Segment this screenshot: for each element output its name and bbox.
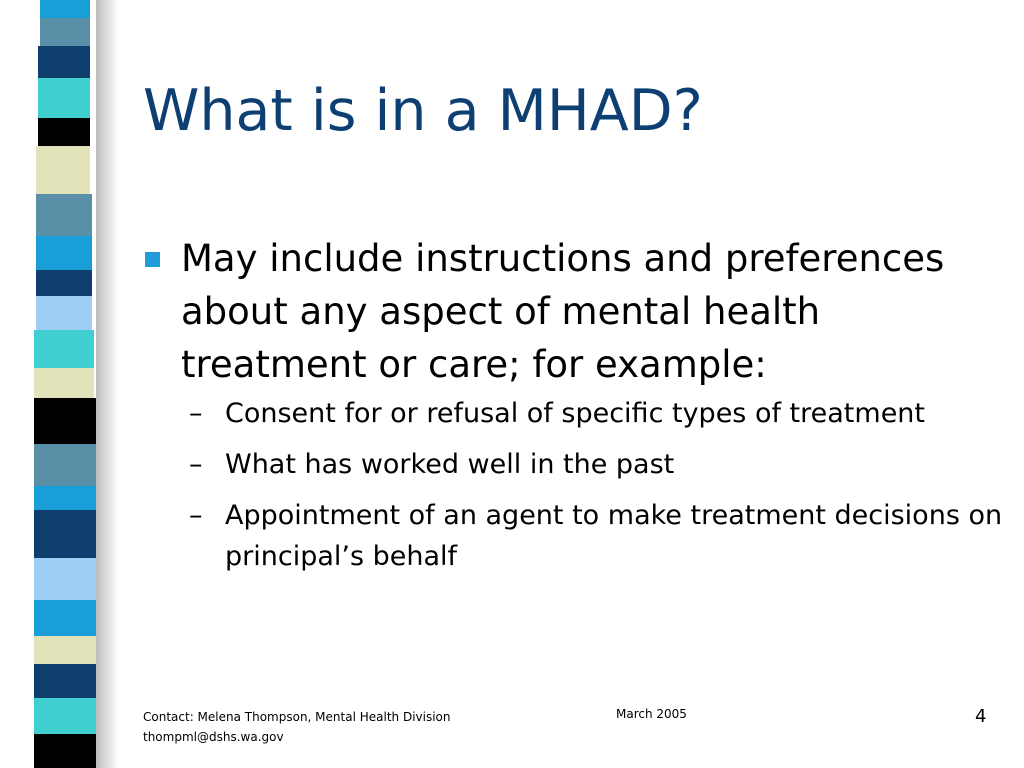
dash-bullet-icon: – <box>189 398 203 429</box>
sub-bullet-text: Consent for or refusal of specific types of treatment <box>225 398 926 429</box>
strip-block <box>36 236 92 270</box>
footer-date: March 2005 <box>616 707 687 721</box>
strip-block <box>36 296 92 330</box>
strip-block <box>34 510 96 558</box>
sub-bullet-text: Appointment of an agent to make treatment decisions on principal’s behalf <box>225 500 1003 572</box>
strip-block <box>38 118 90 146</box>
strip-block <box>34 734 96 768</box>
square-bullet-icon <box>145 252 160 267</box>
page-number: 4 <box>975 706 987 727</box>
sub-bullet <box>189 444 1003 485</box>
sub-bullet <box>189 495 1003 577</box>
strip-block <box>34 330 94 368</box>
strip-block <box>36 146 90 194</box>
slide-body <box>143 232 1003 587</box>
strip-block <box>38 46 90 78</box>
strip-block <box>34 698 96 734</box>
strip-block <box>34 636 96 664</box>
strip-block <box>36 194 92 236</box>
slide-title: What is in a MHAD? <box>143 78 703 144</box>
strip-block <box>40 18 90 46</box>
sub-bullet <box>189 393 1003 434</box>
strip-block <box>34 368 94 398</box>
strip-block <box>34 444 96 486</box>
strip-block <box>40 0 90 18</box>
footer-contact <box>143 707 451 747</box>
strip-block <box>34 486 96 510</box>
sub-bullet-text: What has worked well in the past <box>225 449 675 480</box>
strip-block <box>34 664 96 698</box>
strip-block <box>34 600 96 636</box>
main-bullet <box>143 232 1003 391</box>
dash-bullet-icon: – <box>189 449 203 480</box>
footer-contact-name: Contact: Melena Thompson, Mental Health Division <box>143 710 451 724</box>
dash-bullet-icon: – <box>189 500 203 531</box>
decorative-strip <box>0 0 118 768</box>
strip-blocks <box>0 0 100 768</box>
main-bullet-text: May include instructions and preferences about any aspect of mental health treatment or care; for example: <box>181 237 945 386</box>
footer-contact-email: thompml@dshs.wa.gov <box>143 730 284 744</box>
strip-block <box>38 78 90 118</box>
strip-block <box>34 398 96 444</box>
sub-bullet-list <box>143 393 1003 577</box>
strip-block <box>34 558 96 600</box>
strip-block <box>36 270 92 296</box>
